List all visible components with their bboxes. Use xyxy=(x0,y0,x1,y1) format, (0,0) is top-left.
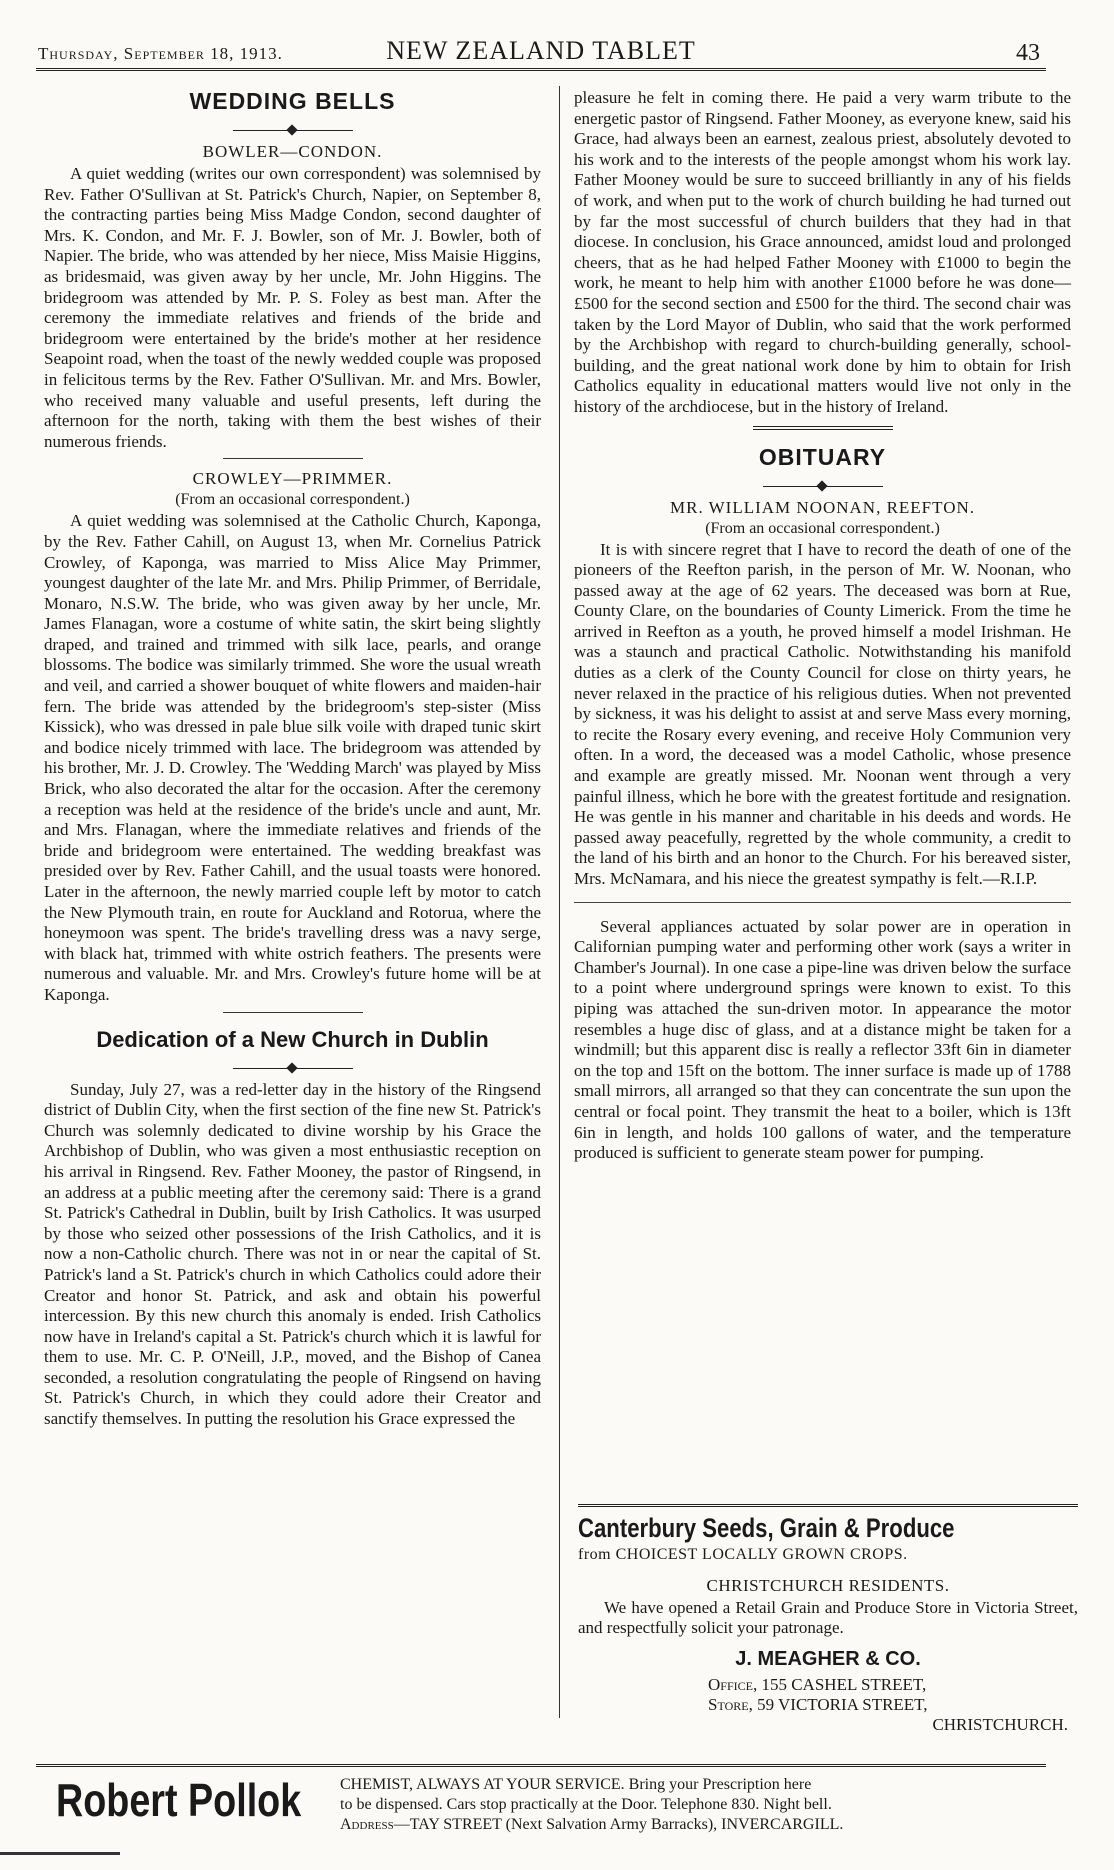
bottom-rule xyxy=(0,1852,120,1855)
advert-firm: J. MEAGHER & CO. xyxy=(735,1648,921,1670)
office-label: Office, xyxy=(708,1675,758,1694)
issue-date: Thursday, September 18, 1913. xyxy=(38,44,283,63)
newspaper-title: NEW ZEALAND TABLET xyxy=(386,36,696,65)
advert-body: We have opened a Retail Grain and Produce Store in Victoria Street, and respectfully solicit your patronage. xyxy=(578,1598,1078,1637)
dedication-text-part2: pleasure he felt in coming there. He paid a very warm tribute to the energetic pastor of Ringsend. Father Mooney, as everyone knew, said his Grace, had always been an earnest, zealous priest, absolutely devoted to his work and to the interests of the people amongst whom his work lay. Father Mooney would be sure to succeed brilliantly in any of his fields of work, and when put to the work of church building he had turned out by far the most successful of church builders that they had in that diocese. In conclusion, his Grace announced, amidst loud and prolonged cheers, that as he had helped Father Mooney with £1000 to begin the work, he meant to help him with another £1000 before he was done—£500 for the second section and £500 for the third. The second chair was taken by the Lord Mayor of Dublin, who said that the work performed by the Archbishop with regard to church-building generally, school-building, and the great national work done by him to obtain for Irish Catholics equality in educational matters would live not only in the history of the archdiocese, but in the history of Ireland. xyxy=(574,88,1071,416)
store-label: Store, xyxy=(708,1695,753,1714)
ornament-divider xyxy=(44,118,541,136)
ornament-divider xyxy=(44,1056,541,1074)
left-column xyxy=(44,88,541,1430)
pollok-address: TAY STREET (Next Salvation Army Barracks), INVERCARGILL. xyxy=(409,1816,844,1833)
dedication-text-part1: Sunday, July 27, was a red-letter day in the history of the Ringsend district of Dublin City, when the first section of the fine new St. Patrick's Church was solemnly dedicated to divine worship by his Grace the Archbishop of Dublin, who was given a most enthusiastic reception on his arrival in Ringsend. Rev. Father Mooney, the pastor of Ringsend, in an address at a public meeting after the ceremony said: There is a grand St. Patrick's Cathedral in Dublin, built by Irish Catholics. It was usurped by those who seized other possessions of the Irish Catholics, and it is now a non-Catholic church. There was not in or near the capital of St. Patrick's land a St. Patrick's church in which Catholics could adore their Creator and honor St. Patrick, and ask and obtain his powerful intercession. By this new church this anomaly is ended. Irish Catholics now have in Ireland's capital a St. Patrick's church which it is lawful for them to use. Mr. C. P. O'Neill, J.P., moved, and the Bishop of Canea seconded, a resolution congratulating the people of Ringsend on having St. Patrick's Church, in which they could adore their Creator and sanctify themselves. In putting the resolution his Grace expressed the xyxy=(44,1079,541,1429)
dedication-heading: Dedication of a New Church in Dublin xyxy=(96,1026,489,1052)
obituary-heading: OBITUARY xyxy=(758,443,887,470)
pollok-advert xyxy=(36,1764,1046,1837)
crowley-primmer-text: A quiet wedding was solemnised at the Catholic Church, Kaponga, by the Rev. Father Cahill, on August 13, when Mr. Cornelius Patrick Crowley, of Kaponga, was married to Miss Alice May Primmer, youngest daughter of the late Mr. and Mrs. Philip Primmer, of Berridale, Monaro, N.S.W. The bride, who was given away by her uncle, Mr. James Flanagan, wore a costume of white satin, the skirt being slightly draped, and trained and trimmed with silk lace, pearls, and orange blossoms. The bodice was similarly trimmed. She wore the usual wreath and veil, and carried a shower bouquet of white flowers and maiden-hair fern. The bride was attended by the bridegroom's step-sister (Miss Kissick), who was dressed in pale blue silk voile with draped tunic skirt and bodice nicely trimmed with lace. The bridegroom was attended by his brother, Mr. J. D. Crowley. The 'Wedding March' was played by Miss Brick, who also decorated the altar for the occasion. After the ceremony a reception was held at the residence of the bride's uncle and aunt, Mr. and Mrs. Flanagan, where the immediate relatives and friends of the bride and bridegroom were entertained. The wedding breakfast was presided over by Rev. Father Cahill, and the usual toasts were honored. Later in the afternoon, the newly married couple left by motor to catch the New Plymouth train, en route for Auckland and Rotorua, where the honeymoon was spent. The bride's travelling dress was a navy serge, with black hat, trimmed with white ostrich feathers. The presents were numerous and valuable. Mr. and Mrs. Crowley's future home will be at Kaponga. xyxy=(44,511,541,1004)
wedding-bells-heading: WEDDING BELLS xyxy=(189,88,396,114)
solar-power-text: Several appliances actuated by solar power are in operation in Californian pumping water and performing other work (says a writer in Chamber's Journal). In one case a pipe-line was driven below the surface to a point where underground springs were known to exist. To this piping was attached the sun-driven motor. In appearance the motor resembles a huge disc of glass, and at a distance might be taken for a windmill; but this apparent disc is really a reflector 33ft 6in in diameter on the top and 15ft on the bottom. The inner surface is made up of 1788 small mirrors, all arranged so that they can concentrate the sun upon the central or focal point. They transmit the heat to a boiler, which is 13ft 6in in length, and holds 100 gallons of water, and the temperature produced is sufficient to generate steam power for pumping. xyxy=(574,916,1071,1163)
advert-address xyxy=(578,1675,1078,1715)
bowler-condon-text: A quiet wedding (writes our own correspondent) was solemnised by Rev. Father O'Sullivan at St. Patrick's Church, Napier, on September 8, the contracting parties being Miss Madge Condon, second daughter of Mrs. K. Condon, and Mr. F. J. Bowler, son of Mr. J. Bowler, both of Napier. The bride, who was attended by her niece, Miss Maisie Higgins, as bridesmaid, was given away by her uncle, Mr. John Higgins. The bridegroom was attended by Mr. P. S. Foley as best man. After the ceremony the immediate relatives and friends of the bride and bridegroom were entertained by the bride's mother at her residence Seapoint road, when the toast of the newly wedded couple was proposed in felicitous terms by the Rev. Father O'Sullivan. Mr. and Mrs. Bowler, who received many valuable and useful presents, left during the afternoon for the north, taking with them the best wishes of their numerous friends. xyxy=(44,164,541,451)
obituary-subtitle: MR. WILLIAM NOONAN, REEFTON. xyxy=(669,497,976,517)
obituary-source: (From an occasional correspondent.) xyxy=(705,519,940,537)
bowler-condon-subtitle: BOWLER—CONDON. xyxy=(202,142,383,161)
pollok-name: Robert Pollok xyxy=(56,1774,302,1826)
pollok-details xyxy=(340,1775,1030,1835)
obituary-text: It is with sincere regret that I have to record the death of one of the pioneers of the Reefton parish, in the person of Mr. W. Noonan, who passed away at the age of 62 years. The deceased was born at Rue, County Clare, on the boundaries of County Limerick. From the time he arrived in Reefton as a youth, he proved himself a model Irishman. He was a staunch and practical Catholic. Notwithstanding his manifold duties as a clerk of the County Council for close on thirty years, he never relaxed in the practice of his religious duties. When not prevented by sickness, it was his delight to assist at and serve Mass every morning, to recite the Rosary every evening, and receive Holy Communion very often. In a word, the deceased was a model Catholic, whose presence and example are greatly missed. Mr. Noonan went through a very painful illness, which he bore with the greatest fortitude and resignation. He was gentle in his manner and charitable in his deeds and words. He passed away peacefully, regretted by the whole community, a credit to the land of his birth and an honor to the Church. For his bereaved sister, Mrs. McNamara, and his niece the greatest sympathy is felt.—R.I.P. xyxy=(574,539,1071,888)
office-address: 155 CASHEL STREET, xyxy=(761,1675,927,1694)
section-separator xyxy=(223,1012,363,1013)
advert-residents: CHRISTCHURCH RESIDENTS. xyxy=(706,1576,950,1595)
section-separator xyxy=(753,426,893,430)
page-number: 43 xyxy=(1016,40,1040,66)
store-address: 59 VICTORIA STREET, xyxy=(757,1695,928,1714)
canterbury-seeds-advert xyxy=(578,1504,1078,1735)
pollok-line-2: to be dispensed. Cars stop practically at the Door. Telephone 830. Night bell. xyxy=(340,1796,832,1813)
pollok-address-label: Address— xyxy=(340,1816,410,1833)
crowley-primmer-subtitle: CROWLEY—PRIMMER. xyxy=(192,469,393,489)
crowley-source: (From an occasional correspondent.) xyxy=(175,491,410,509)
column-divider xyxy=(559,86,560,1718)
right-column xyxy=(574,88,1071,1164)
ornament-divider xyxy=(574,474,1071,492)
advert-tagline: from CHOICEST LOCALLY GROWN CROPS. xyxy=(578,1546,908,1563)
section-separator xyxy=(223,458,363,459)
advert-city: CHRISTCHURCH. xyxy=(932,1715,1068,1734)
masthead xyxy=(36,36,1046,71)
section-separator xyxy=(574,902,1071,903)
advert-brand: Canterbury Seeds, Grain & Produce xyxy=(578,1513,955,1543)
pollok-line-1: CHEMIST, ALWAYS AT YOUR SERVICE. Bring your Prescription here xyxy=(340,1776,812,1793)
advert-border xyxy=(578,1504,1078,1507)
